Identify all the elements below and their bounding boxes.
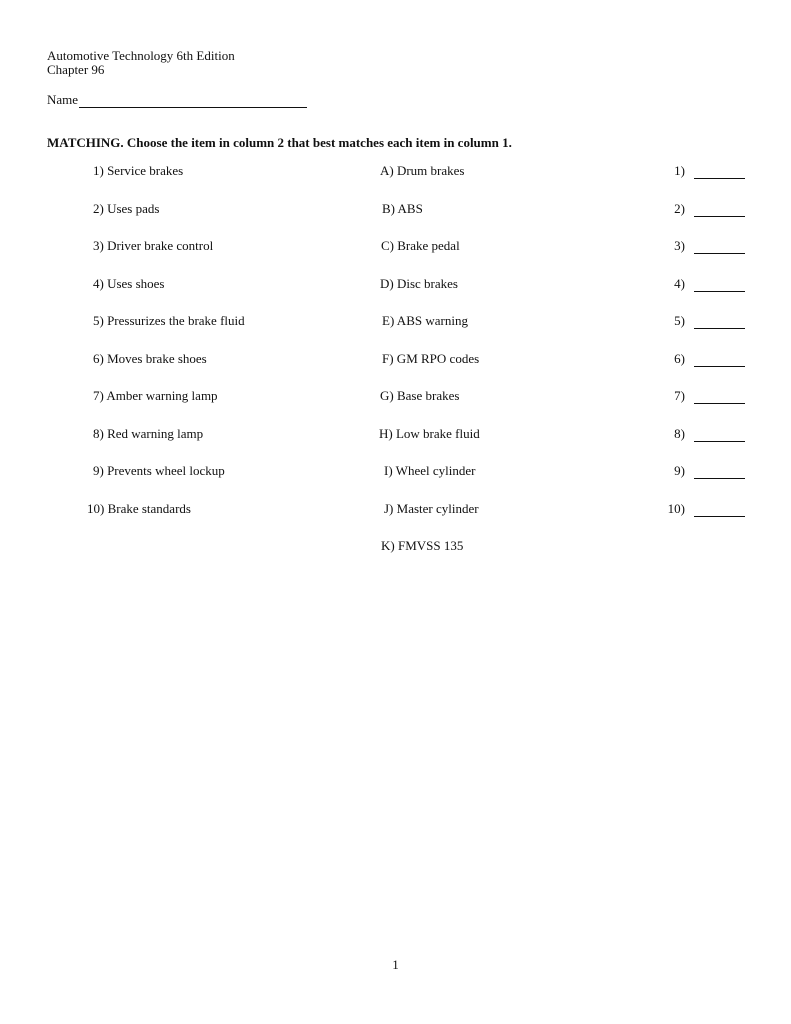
answer-number: 1) [674,163,685,178]
column1-item: 5) Pressurizes the brake fluid [93,313,245,328]
column2-item: C) Brake pedal [381,238,460,253]
answer-blank-line[interactable] [694,241,745,254]
answer-field[interactable] [625,276,745,292]
answer-blank-line[interactable] [694,204,745,217]
column2-item: D) Disc brakes [380,276,458,291]
answer-field[interactable] [625,426,745,442]
column1-item: 4) Uses shoes [93,276,165,291]
answer-blank-line[interactable] [694,466,745,479]
answer-field[interactable] [625,388,745,404]
answer-blank-line[interactable] [694,504,745,517]
column1-item: 8) Red warning lamp [93,426,204,441]
column2-item: F) GM RPO codes [382,351,480,366]
answer-number: 7) [674,388,685,403]
chapter-label: Chapter 96 [47,62,105,77]
column1-item: 3) Driver brake control [93,238,214,253]
answer-number: 6) [674,351,685,366]
column2-item: E) ABS warning [382,313,468,328]
column1-item: 7) Amber warning lamp [93,388,218,403]
answer-blank-line[interactable] [694,166,745,179]
book-title: Automotive Technology 6th Edition [47,48,235,63]
answer-number: 3) [674,238,685,253]
answer-field[interactable] [625,163,745,179]
answer-number: 10) [667,501,685,516]
answer-field[interactable] [625,463,745,479]
answer-number: 8) [674,426,685,441]
column2-item: B) ABS [382,201,423,216]
answer-number: 5) [674,313,685,328]
answer-blank-line[interactable] [694,391,745,404]
name-blank-line[interactable] [79,95,307,108]
matching-instructions: MATCHING. Choose the item in column 2 that best matches each item in column 1. [47,135,512,150]
answer-number: 9) [674,463,685,478]
answer-field[interactable] [625,501,745,517]
column1-item: 2) Uses pads [93,201,160,216]
answer-field[interactable] [625,313,745,329]
answer-blank-line[interactable] [694,279,745,292]
answer-blank-line[interactable] [694,429,745,442]
answer-blank-line[interactable] [694,354,745,367]
column1-item: 10) Brake standards [87,501,191,516]
column2-item: I) Wheel cylinder [384,463,476,478]
column1-item: 1) Service brakes [93,163,184,178]
answer-field[interactable] [625,201,745,217]
column2-item: A) Drum brakes [380,163,465,178]
column1-item: 9) Prevents wheel lockup [93,463,225,478]
name-field[interactable] [47,92,307,108]
column2-item: H) Low brake fluid [379,426,480,441]
column2-item: G) Base brakes [380,388,460,403]
name-label: Name [47,92,79,107]
answer-field[interactable] [625,351,745,367]
page-number: 1 [392,957,399,972]
answer-blank-line[interactable] [694,316,745,329]
answer-field[interactable] [625,238,745,254]
answer-number: 4) [674,276,685,291]
column1-item: 6) Moves brake shoes [93,351,207,366]
column2-item: K) FMVSS 135 [381,538,464,553]
column2-item: J) Master cylinder [384,501,479,516]
answer-number: 2) [674,201,685,216]
